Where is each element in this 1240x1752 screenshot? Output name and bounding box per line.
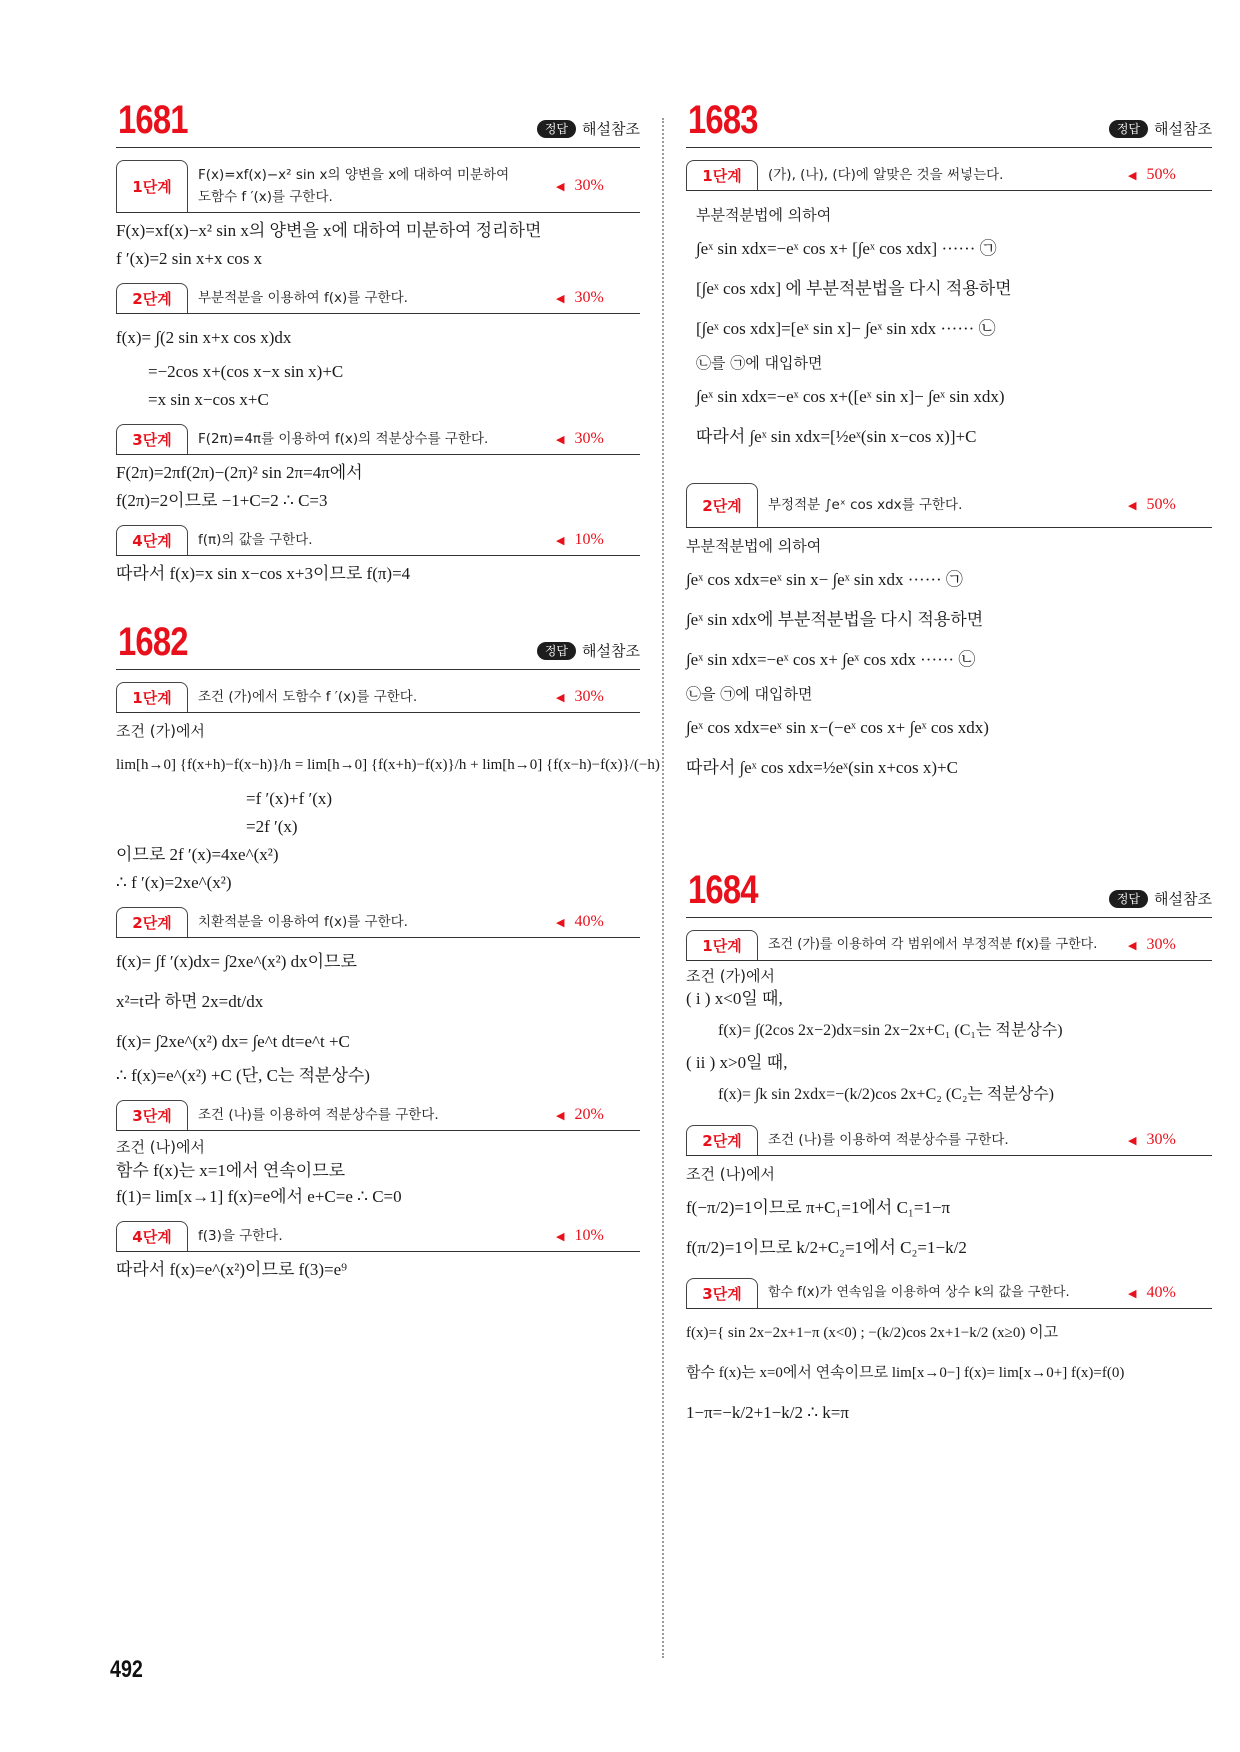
- problem-header: [686, 100, 1212, 148]
- problem-number: 1682: [118, 620, 188, 664]
- stage-percent: ◀ 30%: [556, 688, 604, 705]
- stage-tab: 3단계: [116, 424, 188, 454]
- stage-header: [686, 1125, 1212, 1156]
- stage-description: f(π)의 값을 구한다.: [198, 532, 313, 548]
- solution-line: ∫eˣ sin xdx에 부분적분법을 다시 적용하면: [686, 610, 984, 629]
- stage-tab: 2단계: [686, 1125, 758, 1155]
- solution-line: f(x)= ∫k sin 2xdx=−(k/2)cos 2x+C₂ (C₂는 적분상수): [718, 1086, 1054, 1103]
- solution-line: =−2cos x+(cos x−x sin x)+C: [148, 362, 344, 381]
- solution-line: ∴ f ′(x)=2xe^(x²): [116, 873, 232, 892]
- triangle-left-icon: ◀: [556, 1230, 565, 1243]
- stage-percent: ◀ 50%: [1128, 166, 1176, 183]
- stage-body: [116, 556, 640, 590]
- stage-header: [686, 483, 1212, 528]
- solution-line: 1−π=−k/2+1−k/2 ∴ k=π: [686, 1403, 849, 1422]
- stage-header: [116, 283, 640, 314]
- solution-line: =2f ′(x): [246, 817, 298, 836]
- stage-tab: 2단계: [686, 483, 758, 527]
- triangle-left-icon: ◀: [556, 180, 565, 193]
- answer-text: 해설참조: [582, 120, 640, 138]
- answer-text: 해설참조: [1154, 120, 1212, 138]
- triangle-left-icon: ◀: [1128, 499, 1137, 512]
- stage-percent: ◀ 40%: [1128, 1284, 1176, 1301]
- stage-description: 부분적분을 이용하여 f(x)를 구한다.: [198, 290, 408, 306]
- problem-number: 1684: [688, 868, 758, 912]
- solution-line: 조건 (가)에서: [686, 967, 775, 985]
- solution-line: F(2π)=2πf(2π)−(2π)² sin 2π=4π에서: [116, 463, 363, 482]
- problem-1683: [686, 100, 1212, 790]
- solution-line: lim[h→0] {f(x+h)−f(x−h)}/h = lim[h→0] {f(x+h)−f(x)}/h + lim[h→0] {f(x−h)−f(x)}/(−h): [116, 757, 660, 773]
- solution-line: f(−π/2)=1이므로 π+C₁=1에서 C₁=1−π: [686, 1198, 951, 1217]
- answer-badge: 정답: [1109, 890, 1148, 908]
- stage-tab: 3단계: [116, 1100, 188, 1130]
- stage-body: [116, 455, 640, 517]
- solution-line: [∫eˣ cos xdx]=[eˣ sin x]− ∫eˣ sin xdx ······ ㉡: [696, 319, 996, 338]
- stage-header: [116, 1100, 640, 1131]
- stage-header: [686, 930, 1212, 961]
- triangle-left-icon: ◀: [1128, 939, 1137, 952]
- solution-line: f(x)={ sin 2x−2x+1−π (x<0) ; −(k/2)cos 2x+1−k/2 (x≥0) 이고: [686, 1325, 1059, 1341]
- stage-description: 치환적분을 이용하여 f(x)를 구한다.: [198, 914, 408, 930]
- stage-percent: ◀ 30%: [556, 177, 604, 194]
- triangle-left-icon: ◀: [1128, 1287, 1137, 1300]
- stage-percent: ◀ 50%: [1128, 496, 1176, 513]
- problem-header: [116, 100, 640, 148]
- solution-line: ∫eˣ cos xdx=eˣ sin x−(−eˣ cos x+ ∫eˣ cos xdx): [686, 718, 989, 737]
- stage-header: [116, 525, 640, 556]
- stage-header: [116, 907, 640, 938]
- triangle-left-icon: ◀: [556, 292, 565, 305]
- answer-label: [537, 118, 640, 139]
- answer-text: 해설참조: [582, 642, 640, 660]
- answer-label: [1109, 888, 1212, 909]
- stage-description: 조건 (나)를 이용하여 적분상수를 구한다.: [198, 1107, 439, 1123]
- solution-line: 따라서 f(x)=e^(x²)이므로 f(3)=e⁹: [116, 1260, 348, 1279]
- solution-line: [∫eˣ cos xdx] 에 부분적분법을 다시 적용하면: [696, 279, 1012, 298]
- solution-line: =f ′(x)+f ′(x): [246, 789, 333, 808]
- stage-tab: 2단계: [116, 283, 188, 313]
- solution-line: 조건 (가)에서: [116, 722, 205, 740]
- stage-percent: ◀ 10%: [556, 531, 604, 548]
- stage-body: [686, 528, 1212, 790]
- stage-description: F(x)=xf(x)−x² sin x의 양변을 x에 대하여 미분하여 도함수 f ′(x)를 구한다.: [198, 167, 510, 205]
- stage-percent: ◀ 30%: [1128, 1131, 1176, 1148]
- solution-line: ∫eˣ sin xdx=−eˣ cos x+ [∫eˣ cos xdx] ······ ㉠: [696, 239, 997, 258]
- stage-description: F(2π)=4π를 이용하여 f(x)의 적분상수를 구한다.: [198, 431, 489, 447]
- stage-body: [686, 1156, 1212, 1270]
- answer-badge: 정답: [537, 642, 576, 660]
- stage-tab: 2단계: [116, 907, 188, 937]
- stage-percent: ◀ 30%: [556, 289, 604, 306]
- triangle-left-icon: ◀: [556, 1109, 565, 1122]
- answer-badge: 정답: [1109, 120, 1148, 138]
- solution-line: f(π/2)=1이므로 k/2+C₂=1에서 C₂=1−k/2: [686, 1238, 967, 1257]
- solution-line: ∫eˣ sin xdx=−eˣ cos x+([eˣ sin x]− ∫eˣ sin xdx): [696, 387, 1005, 406]
- solution-line: ㉡를 ㉠에 대입하면: [696, 354, 823, 372]
- solution-line: ( ii ) x>0일 때,: [686, 1053, 788, 1072]
- stage-description: 조건 (가)에서 도함수 f ′(x)를 구한다.: [198, 689, 418, 705]
- stage-tab: 1단계: [686, 930, 758, 960]
- problem-1684: [686, 870, 1212, 1435]
- stage-header: [116, 1221, 640, 1252]
- solution-line: 함수 f(x)는 x=0에서 연속이므로 lim[x→0−] f(x)= lim[x→0+] f(x)=f(0): [686, 1365, 1125, 1381]
- triangle-left-icon: ◀: [556, 534, 565, 547]
- solution-line: 조건 (나)에서: [686, 1165, 775, 1183]
- solution-line: F(x)=xf(x)−x² sin x의 양변을 x에 대하여 미분하여 정리하면: [116, 221, 542, 240]
- triangle-left-icon: ◀: [556, 691, 565, 704]
- solution-line: 조건 (나)에서: [116, 1138, 205, 1156]
- solution-line: ∫eˣ sin xdx=−eˣ cos x+ ∫eˣ cos xdx ······ ㉡: [686, 650, 976, 669]
- stage-header: [116, 682, 640, 713]
- solution-line: f(1)= lim[x→1] f(x)=e에서 e+C=e ∴ C=0: [116, 1187, 402, 1206]
- problem-1681: [116, 100, 640, 590]
- answer-label: [537, 640, 640, 661]
- stage-tab: 1단계: [686, 160, 758, 190]
- solution-line: 따라서 ∫eˣ cos xdx=½eˣ(sin x+cos x)+C: [686, 758, 958, 777]
- solution-line: 부분적분법에 의하여: [686, 537, 822, 555]
- solution-line: =x sin x−cos x+C: [148, 390, 269, 409]
- stage-body: [116, 314, 640, 416]
- triangle-left-icon: ◀: [1128, 1134, 1137, 1147]
- solution-line: ∫eˣ cos xdx=eˣ sin x− ∫eˣ sin xdx ······ ㉠: [686, 570, 963, 589]
- solution-line: 따라서 f(x)=x sin x−cos x+3이므로 f(π)=4: [116, 564, 411, 583]
- stage-header: [116, 160, 640, 213]
- answer-badge: 정답: [537, 120, 576, 138]
- stage-description: 조건 (가)를 이용하여 각 범위에서 부정적분 f(x)를 구한다.: [768, 937, 1098, 952]
- solution-line: ∴ f(x)=e^(x²) +C (단, C는 적분상수): [116, 1066, 370, 1085]
- solution-line: 함수 f(x)는 x=1에서 연속이므로: [116, 1161, 346, 1180]
- stage-description: 조건 (나)를 이용하여 적분상수를 구한다.: [768, 1132, 1009, 1148]
- solution-line: x²=t라 하면 2x=dt/dx: [116, 992, 264, 1011]
- stage-tab: 4단계: [116, 525, 188, 555]
- problem-header: [686, 870, 1212, 918]
- triangle-left-icon: ◀: [556, 916, 565, 929]
- problem-number: 1681: [118, 98, 188, 142]
- stage-body: [116, 213, 640, 275]
- stage-body: [686, 191, 1212, 467]
- stage-header: [686, 160, 1212, 191]
- stage-percent: ◀ 30%: [556, 430, 604, 447]
- stage-body: [686, 961, 1212, 1117]
- stage-header: [116, 424, 640, 455]
- problem-1682: [116, 620, 660, 1286]
- stage-body: [116, 1252, 640, 1286]
- answer-text: 해설참조: [1154, 890, 1212, 908]
- solution-line: ( i ) x<0일 때,: [686, 989, 783, 1008]
- column-divider: [662, 118, 664, 1658]
- stage-percent: ◀ 20%: [556, 1106, 604, 1123]
- stage-body: [686, 1309, 1212, 1435]
- solution-line: f ′(x)=2 sin x+x cos x: [116, 249, 263, 268]
- stage-description: f(3)을 구한다.: [198, 1228, 283, 1244]
- stage-percent: ◀ 30%: [1128, 936, 1176, 953]
- solution-line: 이므로 2f ′(x)=4xe^(x²): [116, 845, 279, 864]
- solution-line: f(2π)=2이므로 −1+C=2 ∴ C=3: [116, 491, 328, 510]
- stage-description: (가), (나), (다)에 알맞은 것을 써넣는다.: [768, 167, 1004, 183]
- stage-body: [116, 1131, 640, 1213]
- solution-line: f(x)= ∫(2cos 2x−2)dx=sin 2x−2x+C₁ (C₁는 적분상수): [718, 1022, 1063, 1039]
- solution-line: f(x)= ∫f ′(x)dx= ∫2xe^(x²) dx이므로: [116, 952, 357, 971]
- page-number: 492: [110, 1656, 143, 1683]
- stage-tab: 1단계: [116, 682, 188, 712]
- stage-description: 부정적분 ∫eˣ cos xdx를 구한다.: [768, 497, 963, 513]
- triangle-left-icon: ◀: [1128, 169, 1137, 182]
- solution-line: f(x)= ∫2xe^(x²) dx= ∫e^t dt=e^t +C: [116, 1032, 350, 1051]
- stage-description: 함수 f(x)가 연속임을 이용하여 상수 k의 값을 구한다.: [768, 1285, 1070, 1300]
- problem-header: [116, 622, 640, 670]
- answer-label: [1109, 118, 1212, 139]
- stage-body: [116, 713, 660, 899]
- stage-percent: ◀ 10%: [556, 1227, 604, 1244]
- solution-line: ㉡을 ㉠에 대입하면: [686, 685, 813, 703]
- stage-tab: 3단계: [686, 1278, 758, 1308]
- stage-header: [686, 1278, 1212, 1309]
- solution-line: 부분적분법에 의하여: [696, 206, 832, 224]
- problem-number: 1683: [688, 98, 758, 142]
- solution-line: f(x)= ∫(2 sin x+x cos x)dx: [116, 328, 292, 347]
- stage-tab: 1단계: [116, 160, 188, 212]
- solution-line: 따라서 ∫eˣ sin xdx=[½eˣ(sin x−cos x)]+C: [696, 427, 977, 446]
- stage-percent: ◀ 40%: [556, 913, 604, 930]
- stage-tab: 4단계: [116, 1221, 188, 1251]
- stage-body: [116, 938, 640, 1092]
- triangle-left-icon: ◀: [556, 433, 565, 446]
